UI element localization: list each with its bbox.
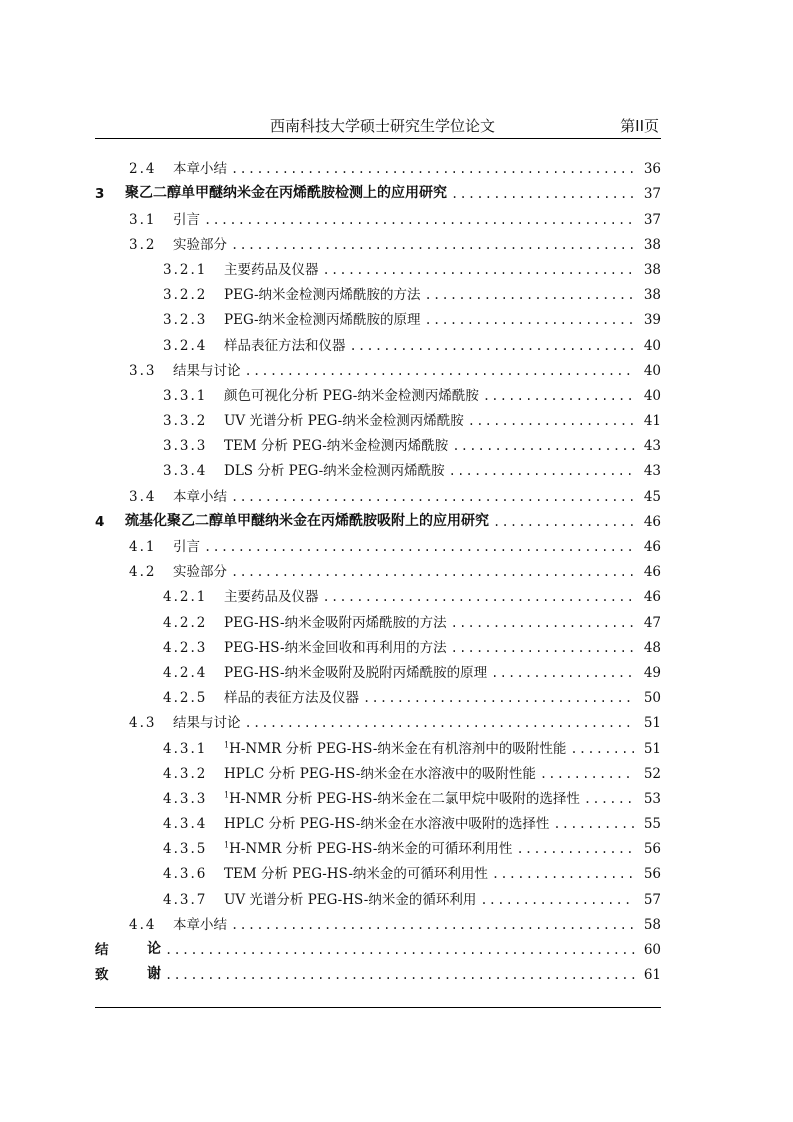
toc-entry-title: HPLC 分析 PEG-HS-纳米金在水溶液中吸附的选择性 <box>224 816 550 833</box>
page-header <box>95 112 661 139</box>
toc-entry[interactable] <box>95 631 661 656</box>
toc-entry-page: 61 <box>643 967 661 984</box>
toc-entry-number: 3.3.1 <box>163 387 208 404</box>
toc-entry-number: 3.3.2 <box>163 413 208 430</box>
toc-leader-dots <box>425 287 635 303</box>
toc-entry-title: 样品表征方法和仪器 <box>224 337 346 354</box>
toc-entry[interactable] <box>95 782 661 807</box>
toc-entry-page: 51 <box>643 715 661 732</box>
toc-entry-page: 60 <box>643 942 661 958</box>
toc-leader-dots <box>204 539 635 555</box>
toc-entry-title: 聚乙二醇单甲醚纳米金在丙烯酰胺检测上的应用研究 <box>125 185 447 202</box>
toc-entry-title: UV 光谱分析 PEG-纳米金检测丙烯酰胺 <box>224 413 464 430</box>
toc-entry[interactable] <box>95 656 661 681</box>
toc-entry-number: 2.4 <box>129 161 157 178</box>
toc-entry-title: PEG-HS-纳米金回收和再利用的方法 <box>224 639 447 656</box>
toc-entry[interactable] <box>95 177 661 202</box>
toc-entry[interactable] <box>95 706 661 731</box>
toc-entry-title: PEG-纳米金检测丙烯酰胺的方法 <box>224 287 421 304</box>
toc-entry[interactable] <box>95 731 661 756</box>
toc-entry-page: 41 <box>643 413 661 430</box>
toc-leader-dots <box>483 388 635 404</box>
toc-entry[interactable] <box>95 505 661 530</box>
toc-leader-dots <box>425 312 635 328</box>
toc-leader-dots <box>204 212 635 228</box>
toc-entry-page: 56 <box>643 866 661 883</box>
toc-entry[interactable] <box>95 757 661 782</box>
toc-entry-title: 引言 <box>173 539 200 555</box>
toc-entry-title: 引言 <box>173 211 200 228</box>
toc-entry-number: 4.3.2 <box>163 765 208 782</box>
toc-leader-dots <box>449 463 635 479</box>
toc-entry[interactable] <box>95 303 661 328</box>
toc-entry-page: 43 <box>643 463 661 480</box>
toc-entry-page: 46 <box>643 539 661 555</box>
toc-entry-title: 本章小结 <box>173 161 227 178</box>
toc-entry-title: PEG-HS-纳米金吸附丙烯酰胺的方法 <box>224 614 447 631</box>
toc-leader-dots <box>492 866 635 882</box>
toc-entry-page: 38 <box>643 287 661 304</box>
toc-leader-dots <box>350 338 636 354</box>
toc-entry[interactable] <box>95 202 661 227</box>
toc-entry-page: 38 <box>643 236 661 253</box>
toc-entry[interactable] <box>95 605 661 630</box>
toc-entry[interactable] <box>95 379 661 404</box>
bottom-divider <box>95 1007 661 1008</box>
toc-entry-title-text: H-NMR 分析 PEG-HS-纳米金的可循环利用性 <box>229 841 513 858</box>
toc-leader-dots <box>480 892 635 908</box>
superscript: 1 <box>224 840 230 850</box>
toc-entry-page: 36 <box>643 161 661 178</box>
toc-entry-number: 3.2 <box>129 236 157 253</box>
toc-entry-title: 结果与讨论 <box>173 362 241 379</box>
toc-leader-dots <box>516 841 635 857</box>
toc-entry-title-text: H-NMR 分析 PEG-HS-纳米金在有机溶剂中的吸附性能 <box>229 740 567 757</box>
toc-entry-number: 4.3.3 <box>163 790 208 807</box>
toc-leader-dots <box>231 917 635 933</box>
toc-entry-page: 45 <box>643 488 661 505</box>
toc-entry-title: 本章小结 <box>173 916 227 933</box>
toc-entry-title: HPLC 分析 PEG-HS-纳米金在水溶液中的吸附性能 <box>224 765 536 782</box>
toc-entry[interactable] <box>95 908 661 933</box>
toc-entry-page: 55 <box>643 816 661 833</box>
toc-entry-title: 谢 <box>147 966 161 983</box>
toc-leader-dots <box>570 741 635 757</box>
toc-entry[interactable] <box>95 479 661 504</box>
toc-entry[interactable] <box>95 354 661 379</box>
toc-leader-dots <box>452 438 635 454</box>
toc-leader-dots <box>584 791 635 807</box>
toc-entry[interactable] <box>95 278 661 303</box>
toc-entry-number: 3.2.4 <box>163 337 208 354</box>
toc-entry-page: 53 <box>643 790 661 807</box>
toc-entry[interactable] <box>95 328 661 353</box>
toc-entry-page: 40 <box>643 362 661 379</box>
toc-leader-dots <box>451 186 635 202</box>
table-of-contents <box>95 152 661 983</box>
toc-entry-number: 4.3.1 <box>163 740 208 757</box>
toc-entry[interactable] <box>95 253 661 278</box>
superscript: 1 <box>224 790 230 800</box>
toc-leader-dots <box>491 665 635 681</box>
toc-entry-number: 3 <box>95 186 105 203</box>
toc-entry[interactable] <box>95 958 661 983</box>
toc-entry-title <box>224 837 512 857</box>
toc-entry-number: 4.1 <box>129 539 157 555</box>
toc-entry[interactable] <box>95 404 661 429</box>
toc-entry-page: 57 <box>643 891 661 908</box>
toc-entry-page: 50 <box>643 690 661 707</box>
toc-entry[interactable] <box>95 857 661 882</box>
toc-entry-number: 4.2.1 <box>163 589 208 606</box>
toc-entry-title-text: H-NMR 分析 PEG-HS-纳米金在二氯甲烷中吸附的选择性 <box>229 790 580 807</box>
toc-entry-title: 实验部分 <box>173 236 227 253</box>
toc-entry-number: 4.2.4 <box>163 664 208 681</box>
toc-entry-title: 本章小结 <box>173 488 227 505</box>
toc-leader-dots <box>540 766 635 782</box>
toc-entry-number: 结 <box>95 942 109 958</box>
toc-entry-page: 40 <box>643 387 661 404</box>
toc-leader-dots <box>231 237 635 253</box>
toc-entry-number: 3.2.1 <box>163 261 208 278</box>
toc-entry-title: TEM 分析 PEG-HS-纳米金的可循环利用性 <box>224 866 488 883</box>
toc-entry-title: 主要药品及仪器 <box>224 589 319 606</box>
toc-leader-dots <box>165 967 635 983</box>
toc-entry-title <box>224 787 580 807</box>
toc-entry-number: 4.3.5 <box>163 841 208 858</box>
toc-entry-page: 48 <box>643 639 661 656</box>
toc-leader-dots <box>245 363 636 379</box>
toc-entry[interactable] <box>95 807 661 832</box>
toc-entry-title: 颜色可视化分析 PEG-纳米金检测丙烯酰胺 <box>224 387 479 404</box>
toc-entry-title <box>224 737 566 757</box>
toc-entry-number: 3.2.2 <box>163 287 208 304</box>
toc-entry[interactable] <box>95 454 661 479</box>
toc-entry-number: 3.1 <box>129 211 157 228</box>
toc-entry-page: 43 <box>643 438 661 455</box>
superscript: 1 <box>224 740 230 749</box>
toc-leader-dots <box>231 489 635 505</box>
toc-entry[interactable] <box>95 228 661 253</box>
toc-leader-dots <box>165 942 635 958</box>
toc-entry-page: 37 <box>643 186 661 203</box>
toc-entry-page: 51 <box>643 740 661 757</box>
toc-entry-number: 4.3.6 <box>163 866 208 883</box>
toc-entry-number: 3.3.3 <box>163 438 208 455</box>
toc-entry-number: 3.3.4 <box>163 463 208 480</box>
toc-entry[interactable] <box>95 681 661 706</box>
toc-entry-title: PEG-HS-纳米金吸附及脱附丙烯酰胺的原理 <box>224 664 488 681</box>
toc-entry-title: 实验部分 <box>173 564 227 581</box>
toc-entry-page: 46 <box>643 589 661 606</box>
toc-leader-dots <box>553 816 635 832</box>
toc-entry-page: 56 <box>643 841 661 858</box>
toc-entry-number: 3.2.3 <box>163 312 208 329</box>
thesis-title: 西南科技大学硕士研究生学位论文 <box>270 117 496 135</box>
toc-entry-page: 37 <box>643 211 661 228</box>
toc-leader-dots <box>323 262 636 278</box>
toc-entry-page: 46 <box>643 564 661 581</box>
toc-leader-dots <box>245 715 636 731</box>
toc-leader-dots <box>231 564 635 580</box>
toc-entry-page: 52 <box>643 765 661 782</box>
toc-entry-number: 致 <box>95 967 109 984</box>
toc-entry-title: 论 <box>147 941 161 957</box>
toc-leader-dots <box>468 413 635 429</box>
toc-entry-number: 4.2.2 <box>163 614 208 631</box>
toc-entry-page: 47 <box>643 614 661 631</box>
toc-entry-title: TEM 分析 PEG-纳米金检测丙烯酰胺 <box>224 438 449 455</box>
toc-entry-number: 4.3.4 <box>163 816 208 833</box>
toc-entry-page: 40 <box>643 337 661 354</box>
toc-entry[interactable] <box>95 933 661 958</box>
toc-entry[interactable] <box>95 152 661 177</box>
toc-leader-dots <box>323 589 636 605</box>
toc-entry-number: 4.4 <box>129 916 157 933</box>
toc-entry-page: 49 <box>643 664 661 681</box>
toc-entry-page: 46 <box>643 513 661 530</box>
toc-leader-dots <box>451 615 635 631</box>
toc-entry-number: 3.4 <box>129 488 157 505</box>
toc-entry[interactable] <box>95 882 661 907</box>
toc-leader-dots <box>363 690 635 706</box>
toc-entry-number: 4.3.7 <box>163 891 208 908</box>
toc-entry-title: 结果与讨论 <box>173 715 241 732</box>
toc-leader-dots <box>231 161 635 177</box>
toc-entry-title: 样品的表征方法及仪器 <box>224 690 359 707</box>
toc-entry-number: 4.2.5 <box>163 690 208 707</box>
toc-entry[interactable] <box>95 580 661 605</box>
toc-entry-title: 巯基化聚乙二醇单甲醚纳米金在丙烯酰胺吸附上的应用研究 <box>125 512 489 529</box>
toc-entry-page: 39 <box>643 312 661 329</box>
toc-leader-dots <box>451 640 635 656</box>
toc-entry-title: UV 光谱分析 PEG-HS-纳米金的循环利用 <box>224 891 477 908</box>
toc-entry-page: 38 <box>643 261 661 278</box>
toc-entry[interactable] <box>95 429 661 454</box>
toc-entry-number: 4.2.3 <box>163 639 208 656</box>
toc-entry-number: 4.3 <box>129 715 157 732</box>
toc-entry-title: PEG-纳米金检测丙烯酰胺的原理 <box>224 312 421 329</box>
toc-entry[interactable] <box>95 530 661 555</box>
toc-entry-title: 主要药品及仪器 <box>224 261 319 278</box>
page-number: 第II页 <box>620 117 659 135</box>
toc-entry-number: 4.2 <box>129 564 157 581</box>
toc-leader-dots <box>493 514 635 530</box>
toc-entry-number: 4 <box>95 513 105 530</box>
toc-entry[interactable] <box>95 832 661 857</box>
toc-entry-page: 58 <box>643 916 661 933</box>
toc-entry-number: 3.3 <box>129 362 157 379</box>
toc-entry[interactable] <box>95 555 661 580</box>
toc-entry-title: DLS 分析 PEG-纳米金检测丙烯酰胺 <box>224 463 445 480</box>
